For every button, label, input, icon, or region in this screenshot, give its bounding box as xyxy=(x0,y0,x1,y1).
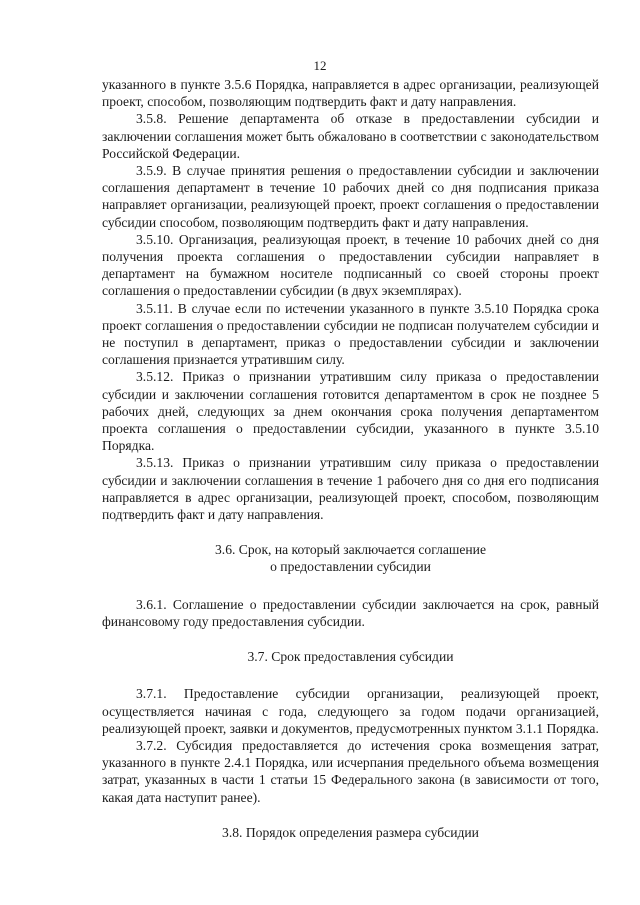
paragraph-3-5-12: 3.5.12. Приказ о признании утратившим силу приказа о предоставлении субсидии и заключении соглашения готовится департаментом в срок не позднее 5 рабочих дней, следующих за днем окончания срока получения департаментом проекта соглашения о предоставлении субсидии, указанного в пункте 3.5.10 Порядка. xyxy=(102,369,599,454)
paragraph-3-5-8: 3.5.8. Решение департамента об отказе в предоставлении субсидии и заключении соглашения может быть обжаловано в соответствии с законодательством Российской Федерации. xyxy=(102,111,599,161)
section-heading-3-6-line1: 3.6. Срок, на который заключается соглашение xyxy=(215,542,486,558)
paragraph-3-5-11: 3.5.11. В случае если по истечении указанного в пункте 3.5.10 Порядка срока проект соглашения о предоставлении субсидии не подписан получателем субсидии и не поступил в департамент, приказ о предоставлении субсидии и заключении соглашения признается утратившим силу. xyxy=(102,300,599,368)
paragraph-3-5-10: 3.5.10. Организация, реализующая проект, в течение 10 рабочих дней со дня получения проекта соглашения о предоставлении субсидии направляет в департамент на бумажном носителе подписанный со своей стороны проект соглашения о предоставлении субсидии (в двух экземплярах). xyxy=(102,231,599,299)
section-heading-3-7: 3.7. Срок предоставления субсидии xyxy=(247,649,454,665)
section-heading-3-6-line2: о предоставлении субсидии xyxy=(270,559,431,575)
section-heading-3-8: 3.8. Порядок определения размера субсидии xyxy=(222,824,479,840)
paragraph-continuation: указанного в пункте 3.5.6 Порядка, направляется в адрес организации, реализующей проект, способом, позволяющим подтвердить факт и дату направления. xyxy=(102,77,599,110)
section-heading-3-6 xyxy=(102,541,599,575)
document-body xyxy=(102,76,599,861)
paragraph-3-7-2: 3.7.2. Субсидия предоставляется до истечения срока возмещения затрат, указанного в пункте 2.4.1 Порядка, или исчерпания предельного объема возмещения затрат, указанных в части 1 статьи 15 Федерального закона (в зависимости от того, какая дата наступит ранее). xyxy=(102,737,599,805)
paragraph-3-5-13: 3.5.13. Приказ о признании утратившим силу приказа о предоставлении субсидии и заключении соглашения в течение 1 рабочего дня со дня его подписания направляется в адрес организации, реализующей проект, способом, позволяющим подтвердить факт и дату направления. xyxy=(102,455,599,523)
page-number: 12 xyxy=(313,58,327,73)
paragraph-3-7-1: 3.7.1. Предоставление субсидии организации, реализующей проект, осуществляется начиная с года, следующего за годом подачи организацией, реализующей проект, заявки и документов, предусмотренных пунктом 3.1.1 Порядка. xyxy=(102,686,599,736)
paragraph-3-6-1: 3.6.1. Соглашение о предоставлении субсидии заключается на срок, равный финансовому году предоставления субсидии. xyxy=(102,596,599,629)
paragraph-3-5-9: 3.5.9. В случае принятия решения о предоставлении субсидии и заключении соглашения департамент в течение 10 рабочих дней со дня подписания приказа направляет организации, реализующей проект, проект соглашения о предоставлении субсидии способом, позволяющим подтвердить факт и дату направления. xyxy=(102,163,599,230)
